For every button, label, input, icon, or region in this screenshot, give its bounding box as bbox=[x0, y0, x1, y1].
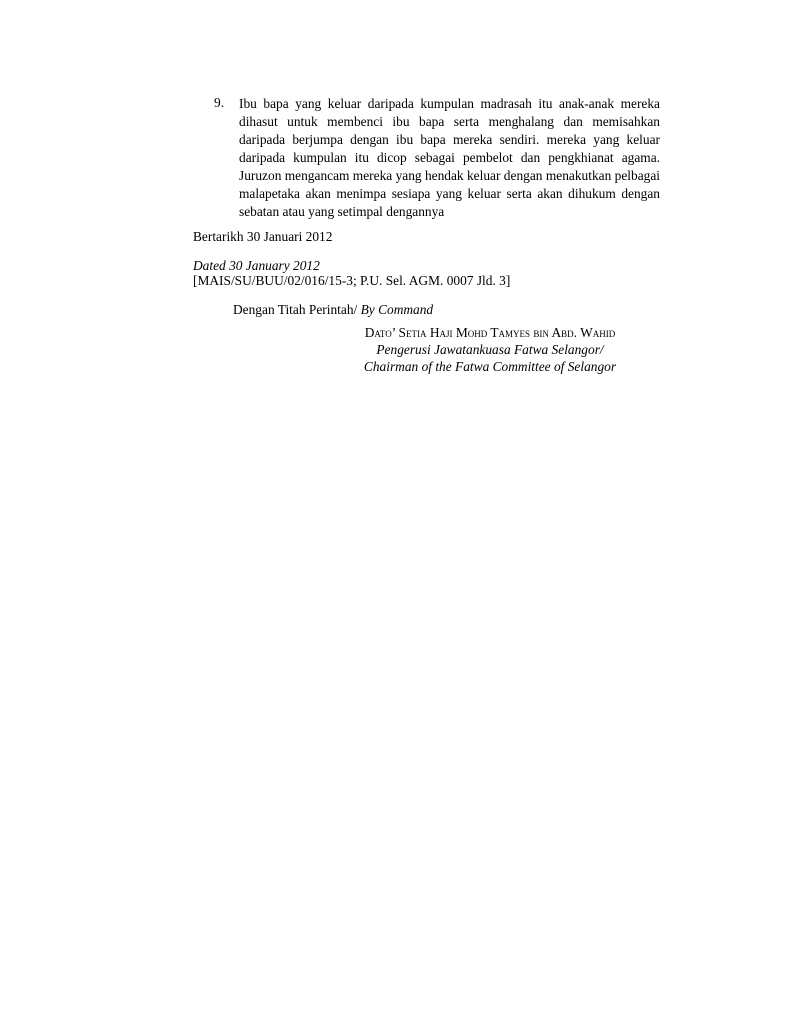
date-malay: Bertarikh 30 Januari 2012 bbox=[193, 229, 333, 244]
item-number: 9. bbox=[214, 95, 225, 110]
item-text: Ibu bapa yang keluar daripada kumpulan madrasah itu anak-anak mereka dihasut untuk membenci ibu bapa serta menghalang dan memisahkan daripada berjumpa dengan ibu bapa mereka sendiri. mereka yang keluar daripada kumpulan itu dicop sebagai pembelot dan pengkhianat agama. Juruzon mengancam mereka yang hendak keluar dengan menakutkan pelbagai malapetaka akan menimpa sesiapa yang keluar serta akan dihukum dengan sebatan atau yang setimpal dengannya bbox=[239, 96, 660, 219]
date-english: Dated 30 January 2012 bbox=[193, 258, 320, 273]
signatory-title-english: Chairman of the Fatwa Committee of Selangor bbox=[363, 359, 617, 374]
command-malay: Dengan Titah Perintah/ bbox=[233, 302, 358, 317]
signatory-block bbox=[340, 324, 640, 375]
paragraph-item-9 bbox=[214, 95, 660, 221]
signatory-name: Dato’ Setia Haji Mohd Tamyes bin Abd. Wahid bbox=[364, 325, 616, 340]
signatory-title-malay: Pengerusi Jawatankuasa Fatwa Selangor/ bbox=[376, 342, 604, 357]
by-command-line bbox=[233, 302, 433, 318]
reference-number: [MAIS/SU/BUU/02/016/15-3; P.U. Sel. AGM. 0007 Jld. 3] bbox=[193, 273, 511, 288]
command-english: By Command bbox=[360, 302, 434, 317]
